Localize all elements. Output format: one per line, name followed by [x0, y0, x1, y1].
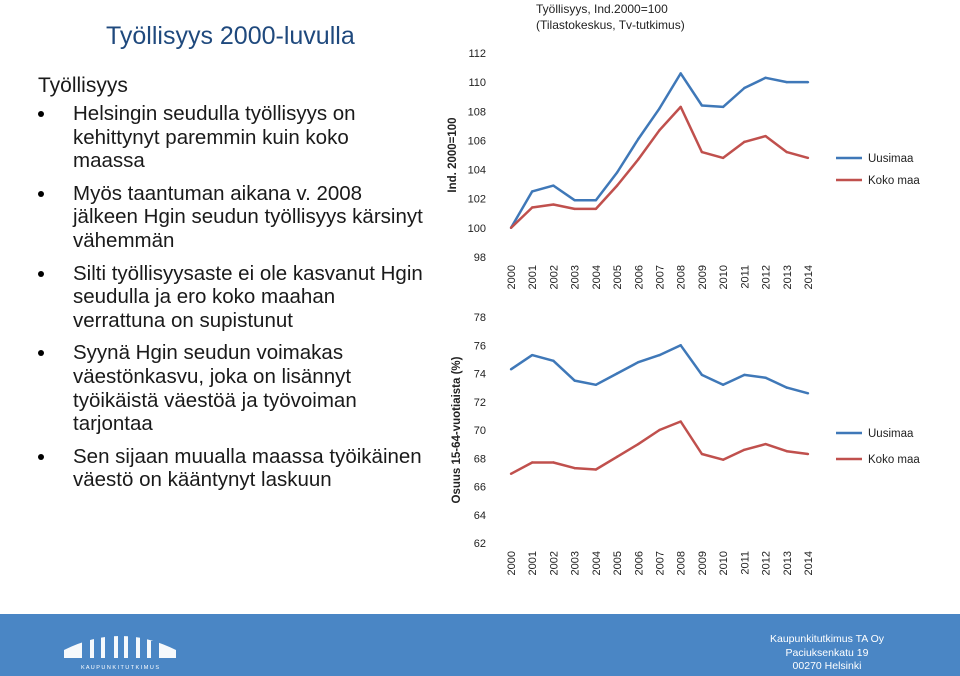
x-tick-label: 2010: [718, 265, 731, 290]
bullet-text: Sen sijaan muualla maassa työikäinen väestö on kääntynyt laskuun: [73, 444, 422, 492]
y-tick-label: 98: [473, 252, 486, 264]
slide-title: Työllisyys 2000-luvulla: [106, 22, 355, 50]
legend-label: Uusimaa: [868, 428, 914, 440]
data-point: [616, 184, 618, 186]
data-point: [807, 81, 809, 83]
y-tick-label: 106: [467, 135, 486, 148]
x-tick-label: 2002: [548, 551, 561, 576]
data-point: [531, 206, 533, 208]
data-point: [701, 151, 703, 153]
data-point: [701, 374, 703, 376]
data-point: [637, 361, 639, 363]
data-point: [595, 468, 597, 470]
data-point: [680, 344, 682, 346]
x-tick-label: 2001: [527, 551, 540, 576]
y-tick-label: 112: [468, 48, 486, 60]
data-point: [573, 467, 575, 469]
x-tick-label: 2008: [675, 551, 688, 576]
x-tick-label: 2007: [654, 265, 667, 290]
data-point: [786, 81, 788, 83]
data-point: [786, 151, 788, 153]
bullet-text: Silti työllisyysaste ei ole kasvanut Hgin seudulla ja ero koko maahan verrattuna on supistunut: [73, 261, 423, 332]
y-tick-label: 62: [473, 538, 486, 550]
data-point: [616, 171, 618, 173]
data-point: [680, 420, 682, 422]
x-tick-label: 2012: [760, 265, 773, 290]
x-tick-label: 2005: [612, 265, 625, 290]
section-heading: Työllisyys: [38, 74, 128, 97]
data-point: [510, 227, 512, 229]
x-tick-label: 2001: [527, 265, 540, 290]
y-tick-label: 66: [473, 481, 486, 494]
data-point: [595, 384, 597, 386]
data-point: [722, 384, 724, 386]
y-tick-label: 70: [473, 425, 486, 437]
y-tick-label: 102: [467, 193, 486, 206]
data-point: [552, 461, 554, 463]
data-point: [637, 158, 639, 160]
y-tick-label: 74: [473, 368, 486, 381]
y-tick-label: 78: [473, 312, 486, 324]
y-tick-label: 104: [467, 164, 486, 177]
data-point: [764, 377, 766, 379]
x-tick-label: 2006: [633, 551, 646, 576]
data-point: [764, 443, 766, 445]
data-point: [743, 141, 745, 143]
data-point: [573, 379, 575, 381]
x-tick-label: 2009: [696, 265, 709, 290]
street-address: Paciuksenkatu 19: [785, 646, 869, 659]
data-point: [595, 199, 597, 201]
postal-address: 00270 Helsinki: [792, 660, 862, 672]
x-tick-label: 2010: [718, 551, 731, 576]
series-line-koko-maa: [511, 107, 808, 228]
data-point: [658, 429, 660, 431]
data-point: [531, 354, 533, 356]
data-point: [722, 106, 724, 108]
data-point: [573, 208, 575, 210]
y-tick-label: 64: [473, 509, 486, 522]
data-point: [722, 157, 724, 159]
x-tick-label: 2013: [781, 265, 794, 290]
x-tick-label: 2006: [633, 265, 646, 290]
x-tick-label: 2007: [654, 551, 667, 576]
y-axis-label: Ind. 2000=100: [447, 117, 459, 193]
y-tick-label: 72: [473, 396, 486, 409]
data-point: [531, 190, 533, 192]
x-tick-label: 2011: [739, 265, 752, 289]
legend-label: Uusimaa: [868, 153, 914, 165]
data-point: [510, 368, 512, 370]
footer-bar: [0, 614, 960, 676]
chart-subtitle: (Tilastokeskus, Tv-tutkimus): [536, 18, 685, 32]
y-tick-label: 100: [467, 222, 486, 235]
data-point: [680, 72, 682, 74]
data-point: [658, 354, 660, 356]
x-tick-label: 2005: [612, 551, 625, 576]
data-point: [616, 456, 618, 458]
data-point: [637, 443, 639, 445]
bullet-text: Helsingin seudulla työllisyys on kehittynyt paremmin kuin koko maassa: [73, 102, 356, 173]
company-name: Kaupunkitutkimus TA Oy: [770, 633, 884, 645]
legend-label: Koko maa: [868, 454, 920, 466]
data-point: [552, 203, 554, 205]
x-tick-label: 2000: [506, 551, 518, 576]
chart-title: Työllisyys, Ind.2000=100: [536, 2, 668, 16]
data-point: [786, 386, 788, 388]
data-point: [764, 135, 766, 137]
data-point: [616, 372, 618, 374]
data-point: [764, 77, 766, 79]
y-axis-label: Osuus 15-64-vuotiaista (%): [451, 356, 463, 504]
data-point: [573, 199, 575, 201]
x-tick-label: 2009: [696, 551, 709, 576]
x-tick-label: 2012: [760, 551, 773, 576]
data-point: [701, 453, 703, 455]
x-tick-label: 2013: [781, 551, 794, 576]
data-point: [658, 107, 660, 109]
data-point: [722, 458, 724, 460]
x-tick-label: 2014: [803, 551, 815, 576]
data-point: [531, 461, 533, 463]
data-point: [743, 87, 745, 89]
y-tick-label: 110: [468, 77, 486, 90]
x-tick-label: 2004: [590, 551, 603, 576]
data-point: [701, 104, 703, 106]
data-point: [743, 374, 745, 376]
x-tick-label: 2014: [803, 265, 815, 290]
x-tick-label: 2004: [590, 265, 603, 290]
x-tick-label: 2003: [569, 551, 582, 576]
legend-label: Koko maa: [868, 175, 920, 187]
series-line-uusimaa: [511, 345, 808, 393]
data-point: [807, 392, 809, 394]
bullet-text: Myös taantuman aikana v. 2008 jälkeen Hgin seudun työllisyys kärsinyt vähemmän: [73, 181, 423, 252]
company-logo: [60, 614, 180, 676]
y-tick-label: 68: [473, 453, 486, 466]
data-point: [786, 450, 788, 452]
data-point: [552, 184, 554, 186]
data-point: [680, 106, 682, 108]
y-tick-label: 76: [473, 340, 486, 353]
data-point: [743, 449, 745, 451]
company-address: [770, 633, 884, 674]
x-tick-label: 2003: [569, 265, 582, 290]
x-tick-label: 2008: [675, 265, 688, 290]
data-point: [807, 453, 809, 455]
data-point: [510, 473, 512, 475]
logo-text: K A U P U N K I T U T K I M U S: [80, 665, 160, 671]
data-point: [637, 138, 639, 140]
data-point: [658, 129, 660, 131]
y-tick-label: 108: [467, 106, 486, 119]
x-tick-label: 2002: [548, 265, 561, 290]
x-tick-label: 2000: [506, 265, 518, 290]
data-point: [595, 208, 597, 210]
x-tick-label: 2011: [739, 551, 752, 575]
data-point: [807, 157, 809, 159]
bullet-text: Syynä Hgin seudun voimakas väestönkasvu, joka on lisännyt työikäistä väestöä ja työvoiman tarjontaa: [73, 341, 357, 436]
data-point: [552, 360, 554, 362]
